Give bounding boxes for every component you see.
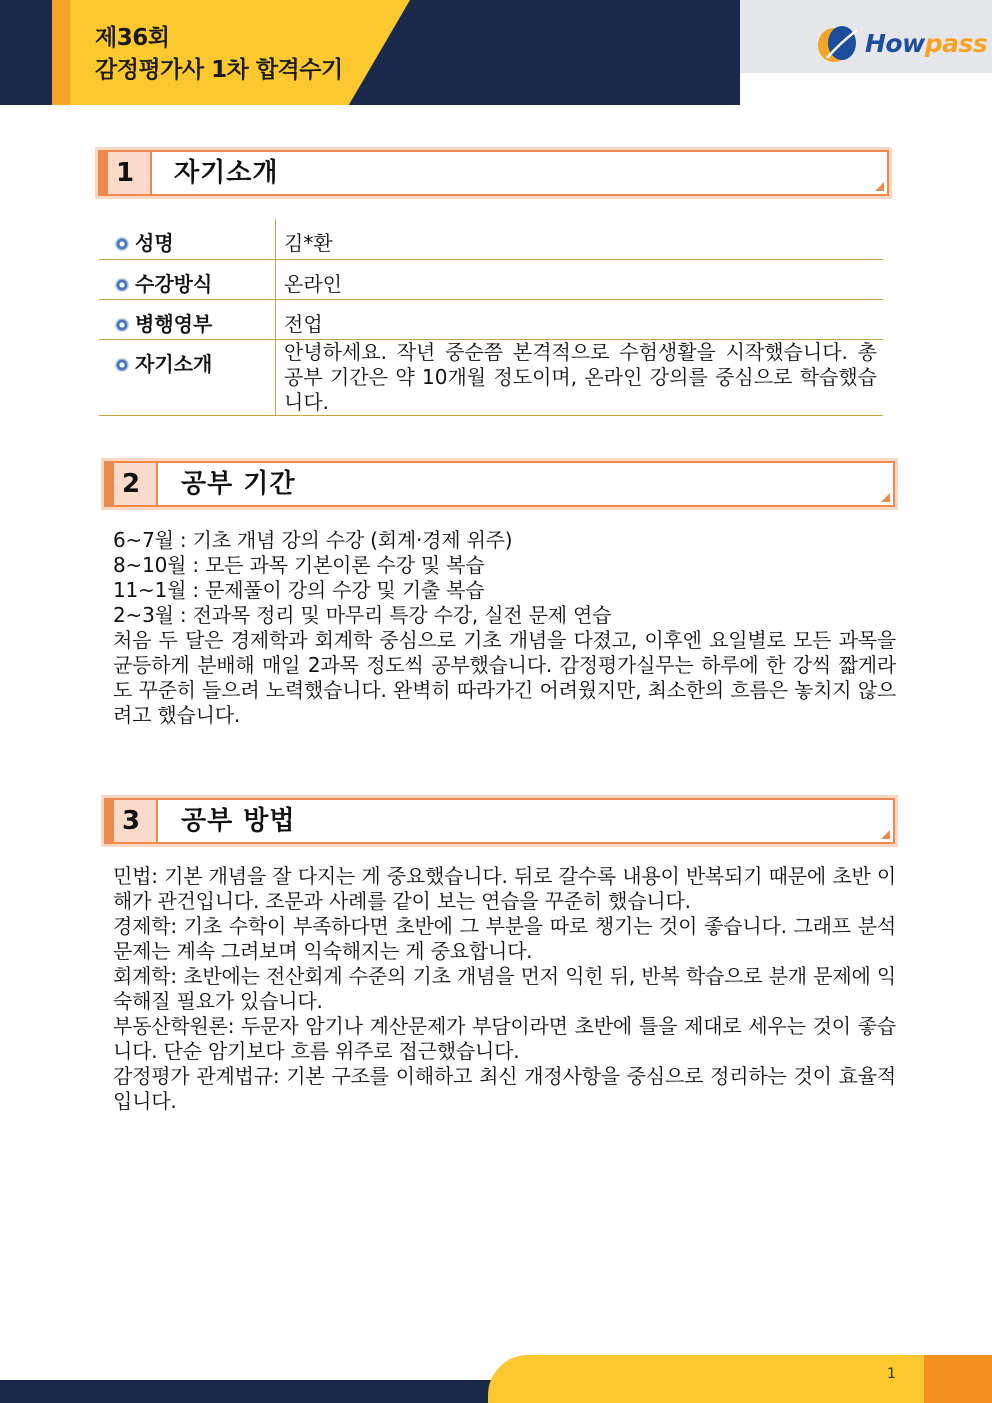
bullet-icon	[115, 318, 129, 332]
corner-triangle-icon	[881, 493, 890, 502]
study-period-text	[113, 528, 896, 728]
section-1-title: 자기소개	[174, 158, 279, 188]
bullet-icon	[115, 278, 129, 292]
document-title	[95, 22, 343, 86]
study-method-text	[113, 864, 896, 1114]
intro-text: 안녕하세요. 작년 중순쯤 본격적으로 수험생활을 시작했습니다. 총 공부 기간은 약 10개월 정도이며, 온라인 강의를 중심으로 학습했습니다.	[284, 339, 877, 414]
section-2-number: 2	[106, 463, 158, 505]
howpass-logo-text	[865, 29, 987, 58]
bullet-icon	[115, 237, 129, 251]
method-appraisal-law: 감정평가 관계법규: 기본 구조를 이해하고 최신 개정사항을 중심으로 정리하는 것이 효율적입니다.	[113, 1064, 896, 1113]
profile-value: 온라인	[276, 259, 884, 299]
method-real-estate: 부동산학원론: 두문자 암기나 계산문제가 부담이라면 초반에 틀을 제대로 세우는 것이 좋습니다. 단순 암기보다 흐름 위주로 접근했습니다.	[113, 1014, 896, 1063]
howpass-logo-icon	[817, 24, 859, 64]
period-line: 11~1월 : 문제풀이 강의 수강 및 기출 복습	[113, 578, 485, 602]
page-number: 1	[887, 1366, 896, 1382]
profile-row-name	[99, 219, 883, 259]
section-1-heading	[95, 147, 892, 199]
profile-label-cell	[99, 339, 276, 415]
period-paragraph: 처음 두 달은 경제학과 회계학 중심으로 기초 개념을 다졌고, 이후엔 요일별로 모든 과목을 균등하게 분배해 매일 2과목 정도씩 공부했습니다. 감정평가실무는 하루에 한 강씩 짧게라도 꾸준히 들으려 노력했습니다. 완벽히 따라가긴 어려웠지만, 최소한의 흐름은 놓치지 않으려고 했습니다.	[113, 628, 896, 727]
profile-value: 전업	[276, 299, 884, 339]
section-2-title: 공부 기간	[181, 469, 296, 499]
footer-orange-block	[924, 1355, 992, 1403]
method-accounting: 회계학: 초반에는 전산회계 수준의 기초 개념을 먼저 익힌 뒤, 반복 학습으로 분개 문제에 익숙해질 필요가 있습니다.	[113, 964, 896, 1013]
profile-label: 자기소개	[135, 351, 213, 376]
title-line-1: 제36회	[95, 25, 170, 51]
profile-label: 수강방식	[135, 271, 213, 296]
profile-label-cell	[99, 299, 276, 339]
profile-label-cell	[99, 219, 276, 259]
profile-label: 성명	[135, 231, 174, 255]
section-3-number: 3	[106, 800, 158, 842]
period-line: 8~10월 : 모든 과목 기본이론 수강 및 복습	[113, 553, 485, 577]
profile-row-course-type	[99, 259, 883, 299]
bullet-icon	[115, 358, 129, 372]
footer-yellow-band	[488, 1355, 928, 1403]
profile-row-parallel	[99, 299, 883, 339]
logo-how: How	[865, 29, 925, 58]
period-line: 2~3월 : 전과목 정리 및 마무리 특강 수강, 실전 문제 연습	[113, 603, 612, 627]
section-1-number: 1	[100, 152, 152, 194]
profile-label-cell	[99, 259, 276, 299]
section-3-heading	[101, 795, 898, 847]
profile-label: 병행영부	[135, 311, 213, 336]
profile-table	[99, 219, 883, 416]
method-civil-law: 민법: 기본 개념을 잘 다지는 게 중요했습니다. 뒤로 갈수록 내용이 반복되기 때문에 초반 이해가 관건입니다. 조문과 사례를 같이 보는 연습을 꾸준히 했습니다.	[113, 864, 896, 913]
method-economics: 경제학: 기초 수학이 부족하다면 초반에 그 부분을 따로 챙기는 것이 좋습니다. 그래프 분석 문제는 계속 그려보며 익숙해지는 게 중요합니다.	[113, 914, 896, 963]
section-2-heading	[101, 458, 898, 510]
period-line: 6~7월 : 기초 개념 강의 수강 (회계·경제 위주)	[113, 528, 513, 552]
section-3-title: 공부 방법	[181, 806, 296, 836]
title-line-2: 감정평가사 1차 합격수기	[95, 57, 343, 83]
header-orange-stripe	[52, 0, 70, 105]
profile-row-intro	[99, 339, 883, 415]
logo-pass: pass	[924, 29, 988, 58]
profile-value-intro	[276, 339, 884, 415]
profile-value: 김*환	[276, 219, 884, 259]
corner-triangle-icon	[875, 182, 884, 191]
corner-triangle-icon	[881, 830, 890, 839]
